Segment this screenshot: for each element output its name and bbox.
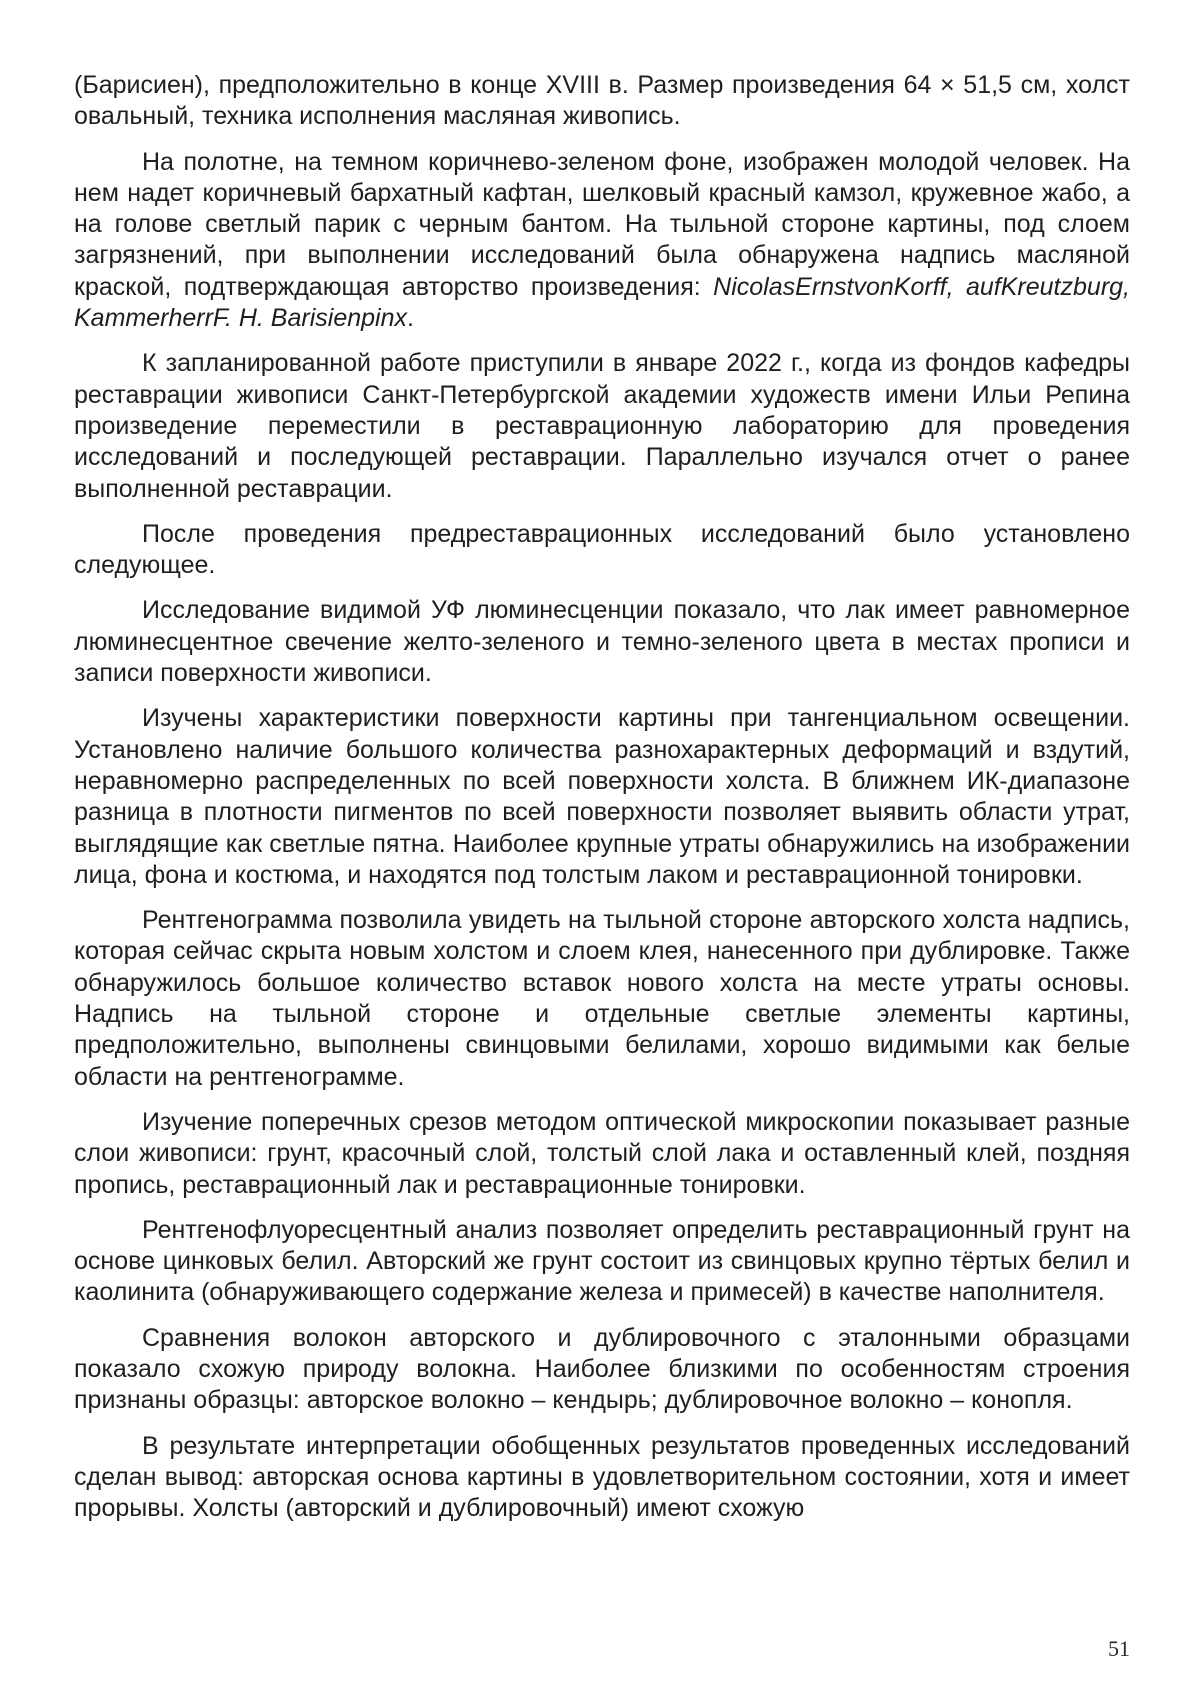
paragraph-11: В результате интерпретации обобщенных результатов проведенных исследований сделан вывод: авторская основа картины в удовлетворительном состоянии, хотя и имеет прорывы. Холсты (авторский и дублировочный) имеют схожую (74, 1431, 1130, 1523)
document-body (74, 70, 1130, 1524)
paragraph-2-tail: . (406, 304, 414, 333)
paragraph-8: Изучение поперечных срезов методом оптической микроскопии показывает разные слои живописи: грунт, красочный слой, толстый слой лака и оставленный клей, поздняя пропись, реставрационный лак и реставрационные тонировки. (74, 1107, 1130, 1199)
paragraph-7: Рентгенограмма позволила увидеть на тыльной стороне авторского холста надпись, которая сейчас скрыта новым холстом и слоем клея, нанесенного при дублировке. Также обнаружилось большое количество вставок нового холста на месте утраты основы. Надпись на тыльной стороне и отдельные светлые элементы картины, предположительно, выполнены свинцовыми белилами, хорошо видимыми как белые области на рентгенограмме. (74, 906, 1130, 1091)
paragraph-3: К запланированной работе приступили в январе 2022 г., когда из фондов кафедры реставрации живописи Санкт-Петербургской академии художеств имени Ильи Репина произведение переместили в реставрационную лабораторию для проведения исследований и последующей реставрации. Параллельно изучался отчет о ранее выполненной реставрации. (74, 349, 1130, 503)
paragraph-2-text: На полотне, на темном коричнево-зеленом фоне, изображен молодой человек. На нем надет коричневый бархатный кафтан, шелковый красный камзол, кружевное жабо, а на голове светлый парик с черным бантом. На тыльной стороне картины, под слоем загрязнений, при выполнении исследований была обнаружена надпись масляной краской, подтверждающая авторство произведения: (74, 147, 1130, 301)
paragraph-10: Сравнения волокон авторского и дублировочного с эталонными образцами показало схожую природу волокна. Наиболее близкими по особенностям строения признаны образцы: авторское волокно – кендырь; дублировочное волокно – конопля. (74, 1323, 1130, 1415)
inscription-text: NicolasErnstvonKorff, aufKreutzburg, KammerherrF. H. Barisienpinx (74, 272, 1130, 333)
paragraph-5: Исследование видимой УФ люминесценции показало, что лак имеет равномерное люминесцентное свечение желто-зеленого и темно-зеленого цвета в местах прописи и записи поверхности живописи. (74, 596, 1130, 688)
paragraph-2 (74, 147, 1130, 335)
paragraph-4: После проведения предреставрационных исследований было установлено следующее. (74, 519, 1130, 580)
page-number: 51 (1108, 1636, 1130, 1661)
paragraph-9: Рентгенофлуоресцентный анализ позволяет определить реставрационный грунт на основе цинковых белил. Авторский же грунт состоит из свинцовых крупно тёртых белил и каолинита (обнаруживающего содержание железа и примесей) в качестве наполнителя. (74, 1215, 1130, 1307)
paragraph-6: Изучены характеристики поверхности картины при тангенциальном освещении. Установлено наличие большого количества разнохарактерных деформаций и вздутий, неравномерно распределенных по всей поверхности холста. В ближнем ИК-диапазоне разница в плотности пигментов по всей поверхности позволяет выявить области утрат, выглядящие как светлые пятна. Наиболее крупные утраты обнаружились на изображении лица, фона и костюма, и находятся под толстым лаком и реставрационной тонировки. (74, 704, 1130, 889)
paragraph-1: (Барисиен), предположительно в конце XVIII в. Размер произведения 64 × 51,5 см, холст овальный, техника исполнения масляная живопись. (74, 71, 1130, 131)
